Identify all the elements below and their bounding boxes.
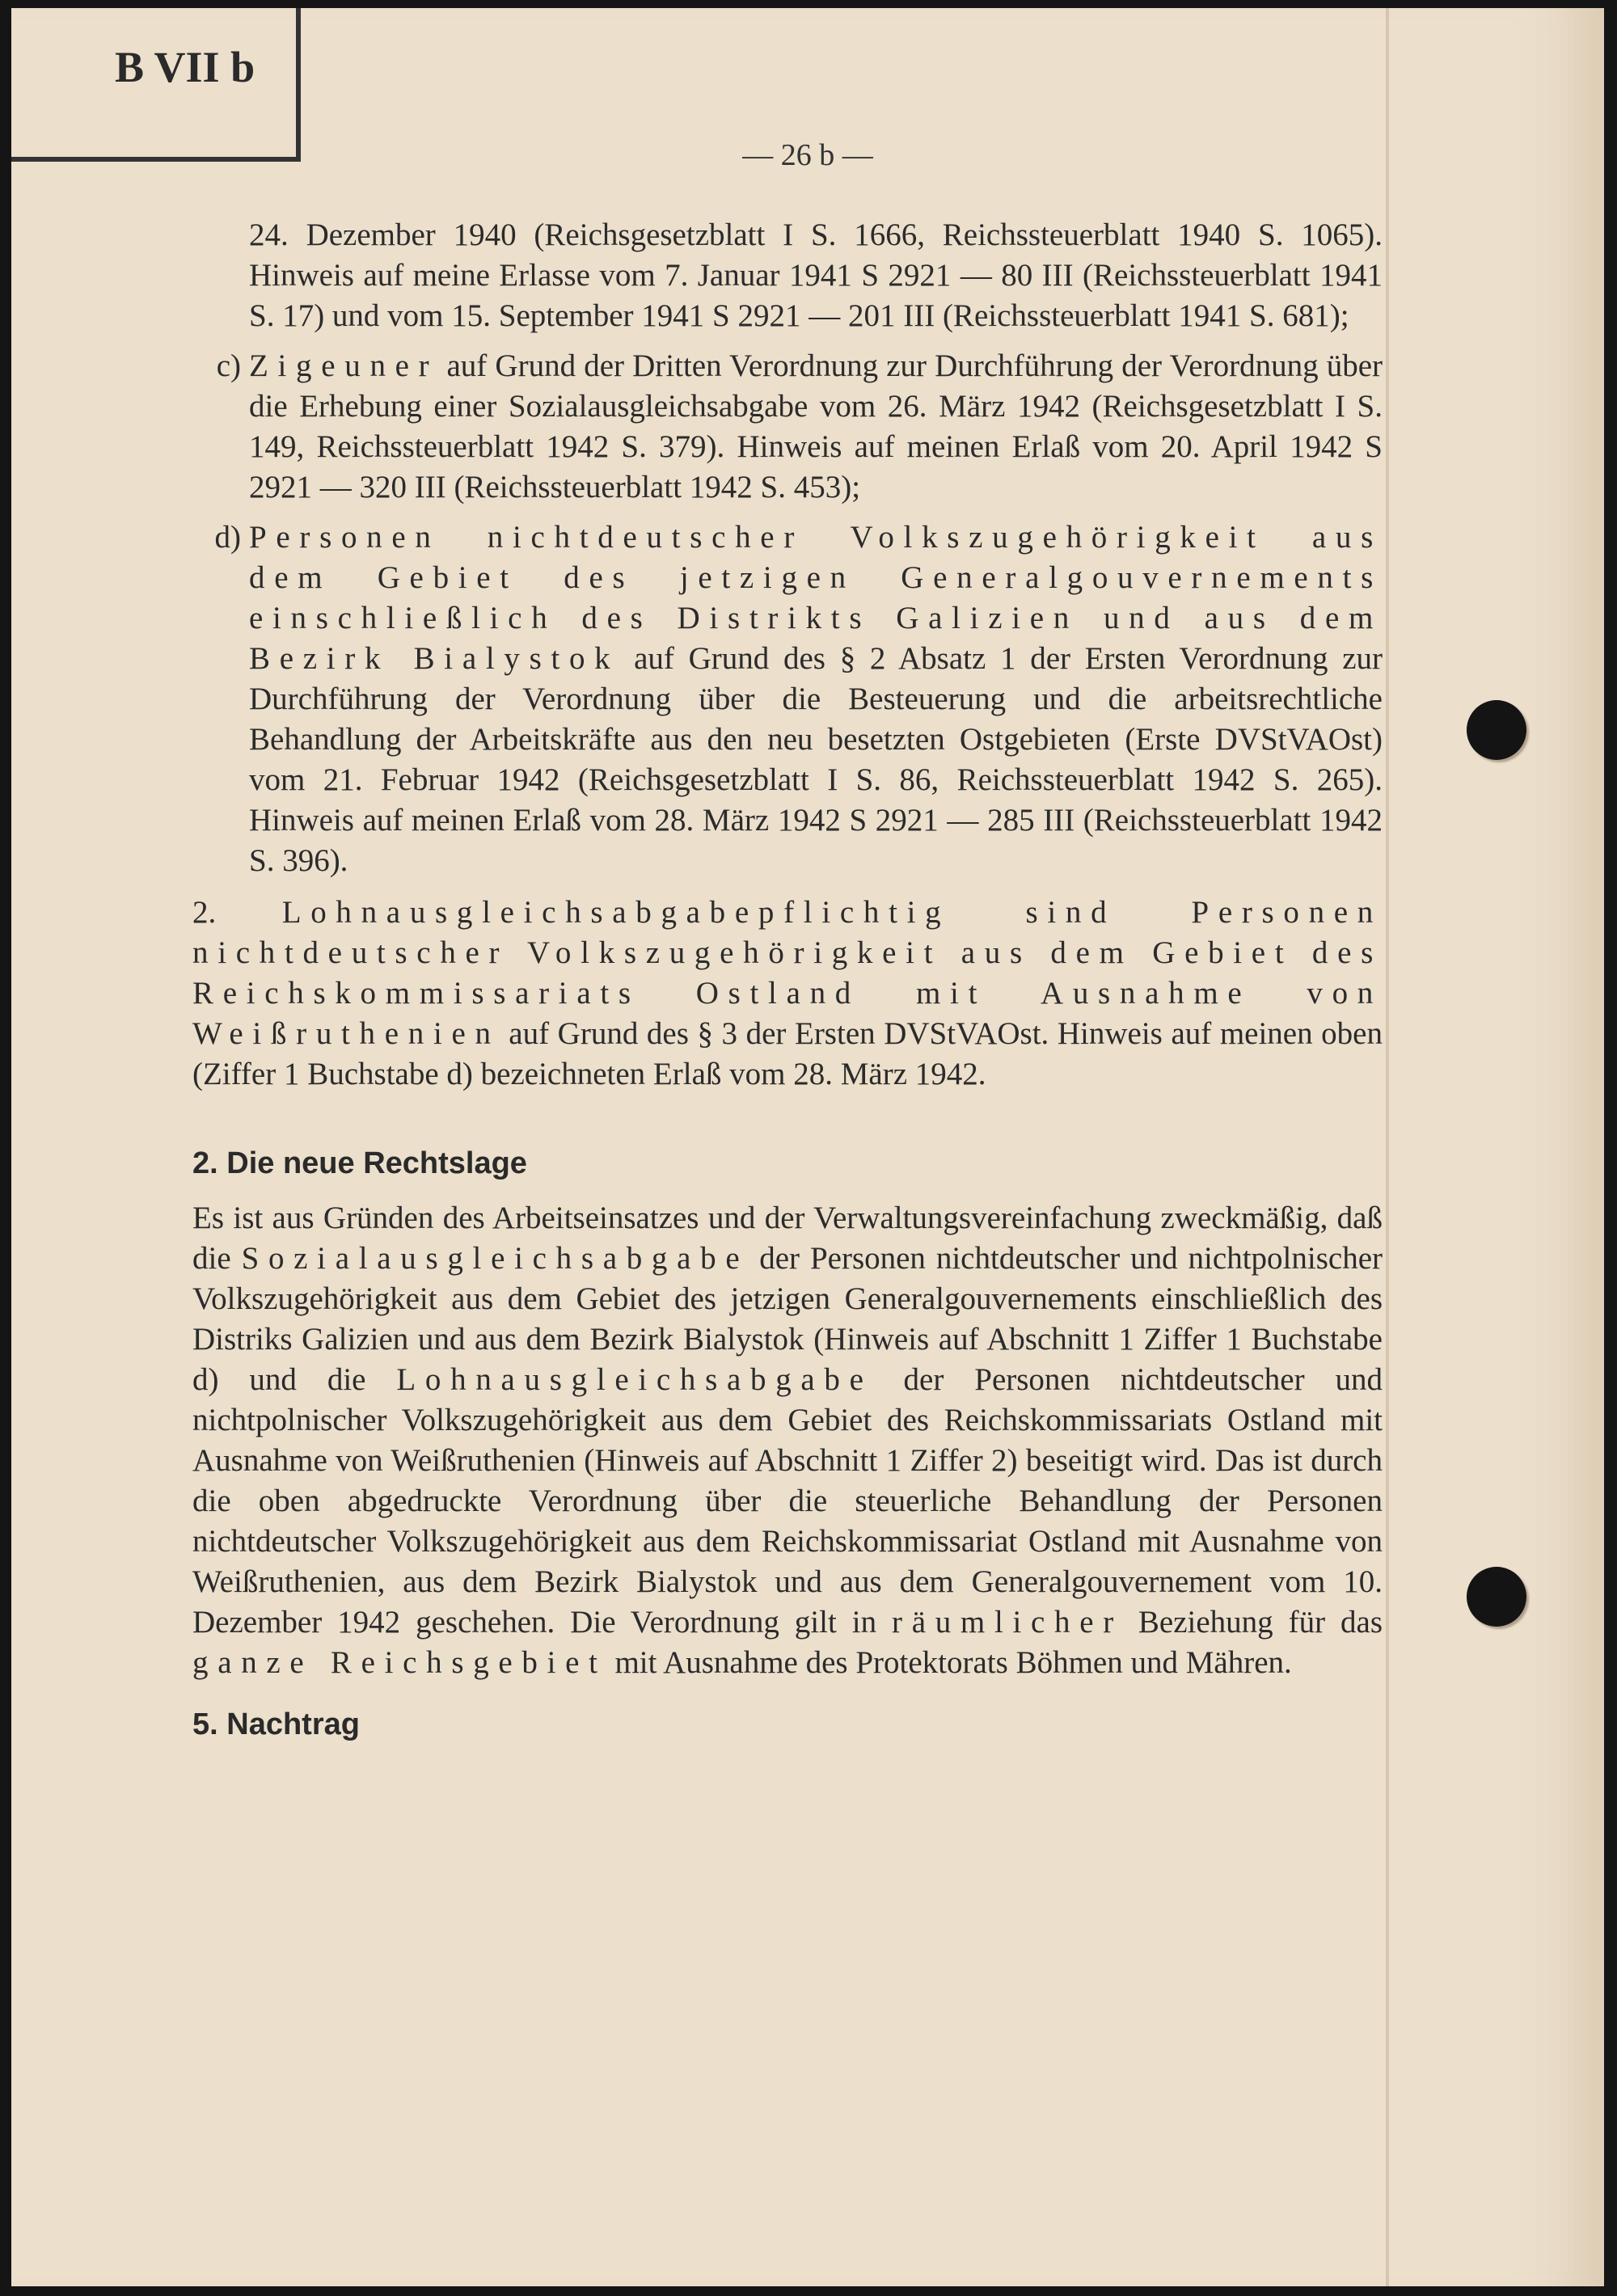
section-heading-rechtslage: 2. Die neue Rechtslage: [192, 1146, 527, 1180]
spaced-emphasis: Personen nichtdeutscher Volkszugehörigkeit aus dem Gebiet des jetzigen Generalgouvernements einschließlich des Distrikts Galizien und aus dem Bezirk Bialystok: [249, 520, 1383, 676]
list-item-d: [192, 517, 1383, 881]
item-body: [249, 346, 1383, 508]
spaced-emphasis: Lohnausgleichsabgabe: [396, 1362, 873, 1397]
spaced-emphasis: Lohnausgleichsabgabepflichtig sind Personen nichtdeutscher Volkszugehörigkeit aus dem Gebiet des Reichskommissariats Ostland mit Ausnahme von Weißruthenien: [192, 895, 1383, 1051]
spaced-emphasis: ganze Reichsgebiet: [192, 1645, 607, 1680]
spaced-emphasis: räumlicher: [892, 1605, 1123, 1640]
body-text: Es ist aus Gründen des Arbeitseinsatzes und der Verwaltungsvereinfachung zweckmäßig, daß die: [192, 1201, 1383, 1276]
document-page: [11, 8, 1604, 2286]
section-heading-nachtrag: 5. Nachtrag: [192, 1707, 360, 1741]
item-text: auf Grund des § 2 Absatz 1 der Ersten Verordnung zur Durchführung der Verordnung über die Besteuerung und die arbeitsrechtliche Behandlung der Arbeitskräfte aus den neu besetzten Ostgebieten (Erste DVStVAOst) vom 21. Februar 1942 (Reichsgesetzblatt I S. 86, Reichssteuerblatt 1942 S. 265). Hinweis auf meinen Erlaß vom 28. März 1942 S 2921 — 285 III (Reichssteuerblatt 1942 S. 396).: [249, 641, 1383, 878]
body-text: der Personen nichtdeutscher und nichtpolnischer Volkszugehörigkeit aus dem Gebiet des Reichskommissariats Ostland mit Ausnahme von Weißruthenien (Hinweis auf Abschnitt 1 Ziffer 2) beseitigt wird. Das ist durch die oben abgedruckte Verordnung über die steuerliche Behandlung der Personen nichtdeutscher Volkszugehörigkeit aus dem Reichskommissariat Ostland mit Ausnahme von Weißruthenien, aus dem Bezirk Bialystok und aus dem Generalgouvernement vom 10. Dezember 1942 geschehen. Die Verordnung gilt in: [192, 1362, 1383, 1640]
punch-hole-bottom: [1467, 1567, 1526, 1627]
section-rechtslage-body: [192, 1198, 1383, 1683]
punch-hole-top: [1467, 700, 1526, 760]
item-marker: d): [214, 520, 241, 555]
page-number: — 26 b —: [742, 138, 873, 172]
body-text: Beziehung für das: [1122, 1605, 1383, 1640]
register-label: B VII b: [115, 43, 255, 91]
item-b-continuation: 24. Dezember 1940 (Reichsgesetzblatt I S. 1666, Reichssteuerblatt 1940 S. 1065). Hinweis auf meine Erlasse vom 7. Januar 1941 S 2921 — 80 III (Reichssteuerblatt 1941 S. 17) und vom 15. September 1941 S 2921 — 201 III (Reichssteuerblatt 1941 S. 681);: [249, 217, 1383, 333]
item-marker: c): [216, 348, 241, 383]
body-text: der Personen nichtdeutscher und nichtpolnischer Volkszugehörigkeit aus dem Gebiet des jetzigen Generalgouvernements einschließlich des Distriks Galizien und aus dem Bezirk Bialystok (Hinweis auf Abschnitt 1 Ziffer 1 Buchstabe d) und die: [192, 1241, 1383, 1397]
page-fold: [1386, 8, 1389, 2286]
spaced-emphasis: Sozialausgleichsabgabe: [241, 1241, 749, 1276]
item-body: [249, 517, 1383, 881]
spaced-emphasis: Zigeuner: [249, 348, 439, 383]
document-body: [192, 215, 1383, 1759]
body-text: mit Ausnahme des Protektorats Böhmen und Mähren.: [606, 1645, 1292, 1680]
list-item-c: [192, 346, 1383, 508]
paragraph-number: 2.: [192, 895, 217, 930]
item-text: auf Grund der Dritten Verordnung zur Durchführung der Verordnung über die Erhebung einer Sozialausgleichsabgabe vom 26. März 1942 (Reichsgesetzblatt I S. 149, Reichssteuerblatt 1942 S. 379). Hinweis auf meinen Erlaß vom 20. April 1942 S 2921 — 320 III (Reichssteuerblatt 1942 S. 453);: [249, 348, 1383, 504]
paragraph-2: [192, 893, 1383, 1095]
paragraph-text: auf Grund des § 3 der Ersten DVStVAOst. Hinweis auf meinen oben (Ziffer 1 Buchstabe d) bezeichneten Erlaß vom 28. März 1942.: [192, 1016, 1383, 1091]
